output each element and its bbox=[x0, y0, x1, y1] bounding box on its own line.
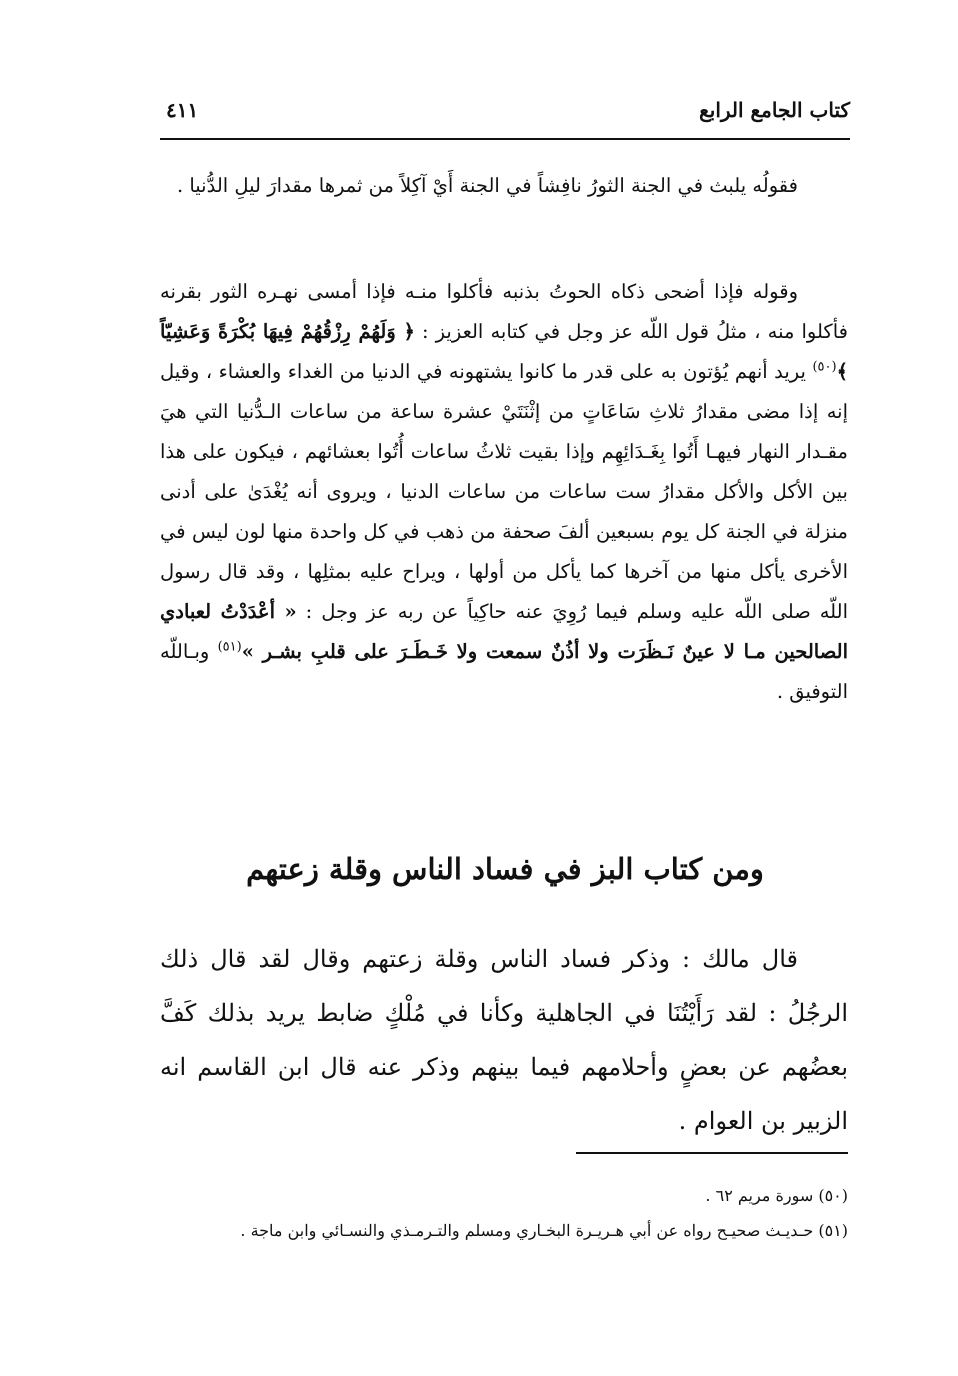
page-number: ٤١١ bbox=[166, 98, 199, 122]
paragraph-1 bbox=[160, 166, 848, 206]
footnote-ref-50: (٥٠) bbox=[812, 359, 837, 375]
footnotes bbox=[160, 1180, 848, 1250]
paragraph-1-text: فقولُه يلبث في الجنة الثورُ نافِشاً في الجنة أَيْ آكِلاً من ثمرها مقدارَ ليلِ الدُّنيا . bbox=[176, 174, 798, 197]
quran-verse: ﴿ وَلَهُمْ رِزْقُهُمْ فِيهَا بُكْرَةً وَعَشِيّاً ﴾ bbox=[160, 320, 849, 383]
header-divider bbox=[160, 138, 850, 140]
running-title: كتاب الجامع الرابع bbox=[699, 98, 850, 122]
footnote-divider bbox=[576, 1152, 848, 1154]
paragraph-2-part-2: يريد أنهم يُؤتون به على قدر ما كانوا يشتهونه في الدنيا من الغداء والعشاء ، وقيل إنه إذا مضى مقدارُ ثلاثِ سَاعَاتٍ من إثْنَتَيْ عشرة ساعة من ساعات الـدُّنيا التي هيَ مقـدار النهار فيهـا أَتُوا بِغَـدَائِهِم وإذا بقيت ثلاثُ ساعات أُتُوا بعشائهم ، فيكون على هذا بين الأكل والأكل مقدارُ ست ساعات من ساعات الدنيا ، ويروى أنه يُغْدَىٰ على أدنى منزلة في الجنة كل يوم بسبعين ألفَ صحفة من ذهب في كل واحدة منها لون ليس في الأخرى يأكل منها من آخرها كما يأكل من أولها ، ويراح عليه بمثلِها ، وقد قال رسول اللّه صلى اللّه عليه وسلم فيما رُوِيَ عنه حاكِياً عن ربه عز وجل : bbox=[160, 360, 848, 623]
paragraph-3-text: قال مالك : وذكر فساد الناس وقلة زعتهم وقال لقد قال ذلك الرجُلُ : لقد رَأَيْتُنَا في الجاهلية وكأنا في مُلْكٍ ضابط يريد بذلك كَفَّ بعضُهم عن بعضٍ وأحلامهم فيما بينهم وذكر عنه قال ابن القاسم انه الزبير بن العوام . bbox=[160, 945, 848, 1135]
paragraph-2 bbox=[160, 272, 848, 712]
hadith-quote: « أعْدَدْتُ لعبادي الصالحين مـا لا عينٌ نَـظَرَت ولا أذُنٌ سمعت ولا خَـطَـرَ على قلبِ بشـر » bbox=[160, 600, 849, 663]
paragraph-3 bbox=[160, 932, 848, 1148]
footnote-50: (٥٠) سورة مريم ٦٢ . bbox=[705, 1186, 848, 1205]
page-header bbox=[160, 92, 850, 132]
section-heading: ومن كتاب البز في فساد الناس وقلة زعتهم bbox=[246, 852, 764, 886]
paragraph-2-part-1: وقوله فإذا أضحى ذكاه الحوتُ بذنبه فأكلوا منـه فإذا أمسى نهـره الثور بقرنه فأكلوا منه ، مثلُ قول اللّه عز وجل في كتابه العزيز : bbox=[160, 280, 848, 343]
footnote-ref-51: (٥١) bbox=[217, 639, 242, 655]
footnote-51: (٥١) حـديـث صحيـح رواه عن أبي هـريـرة البخـاري ومسلم والتـرمـذي والنسـائي وابن ماجة . bbox=[240, 1221, 848, 1240]
paragraph-2-part-3: وبـاللّه التوفيق . bbox=[160, 640, 848, 703]
